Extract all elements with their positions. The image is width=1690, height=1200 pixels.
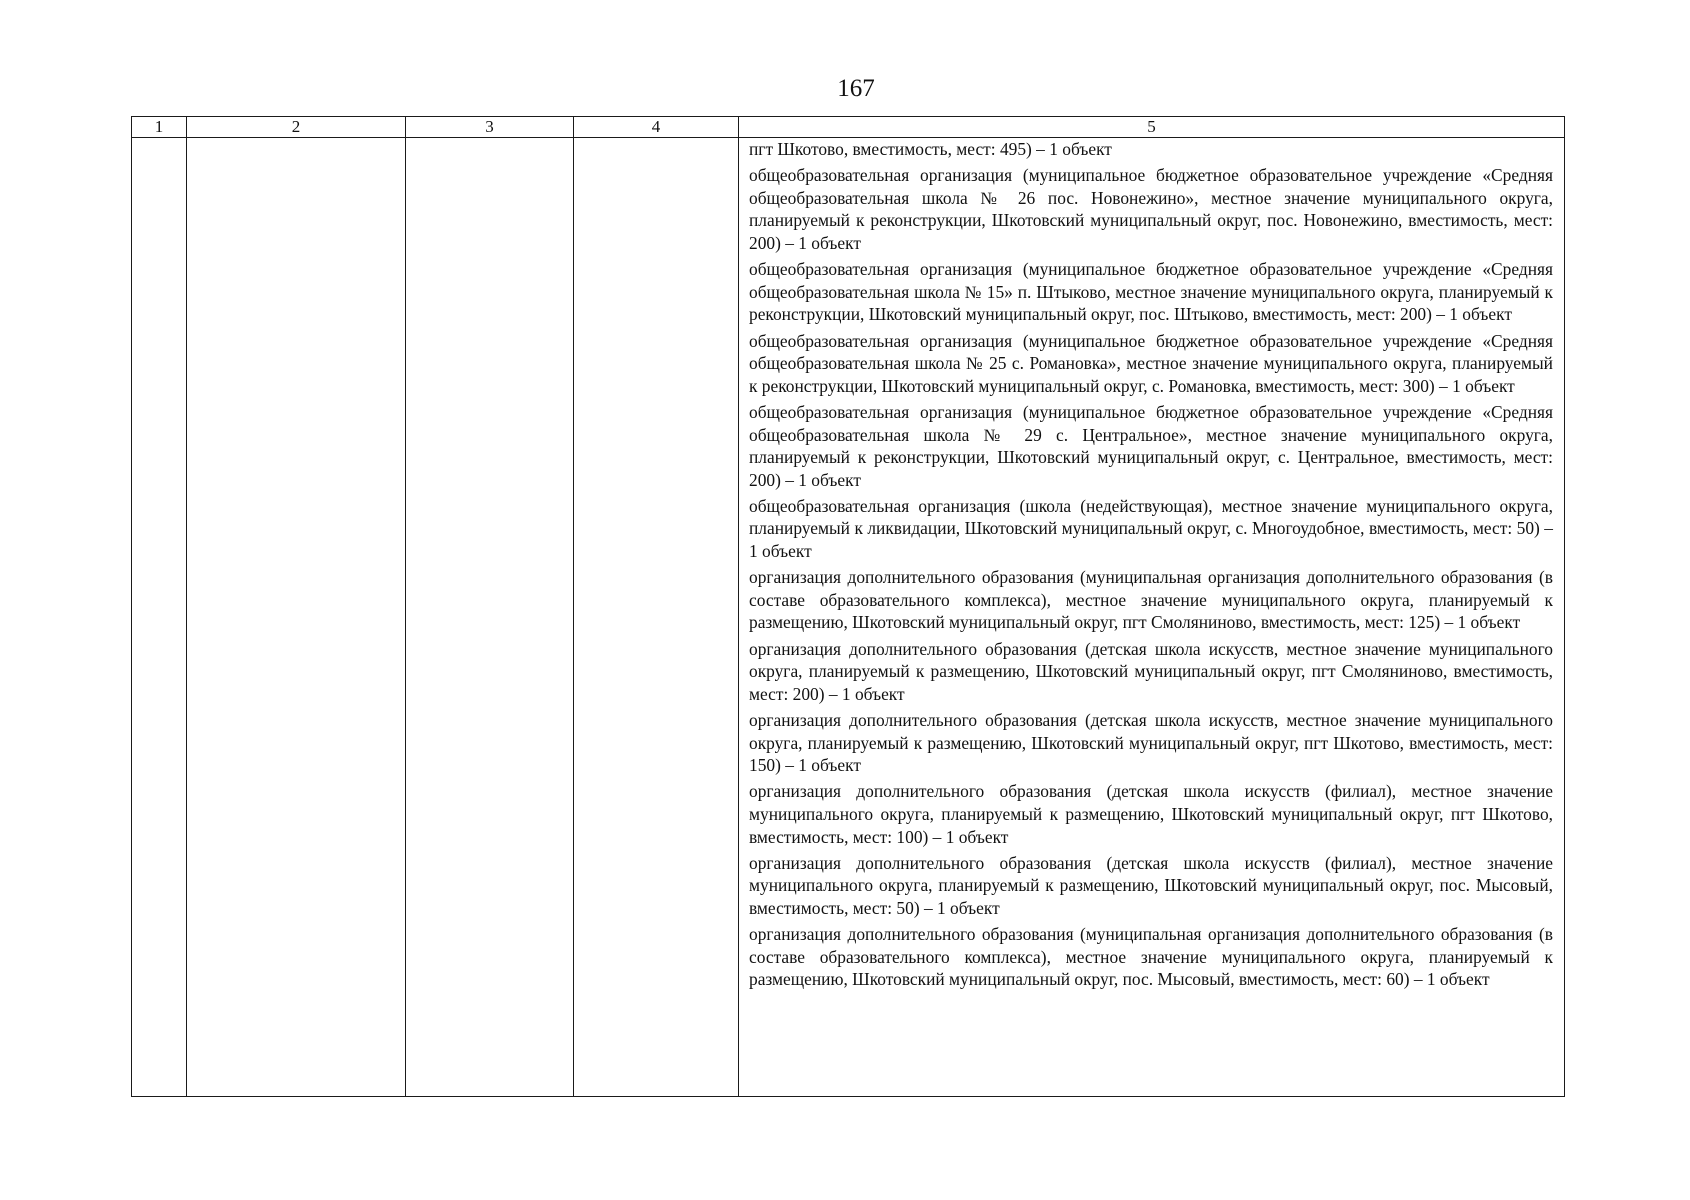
column-header-5: 5 xyxy=(739,117,1565,138)
column-2-cell xyxy=(187,138,406,1097)
document-table xyxy=(131,116,1565,1097)
entry-5: общеобразовательная организация (муниципальное бюджетное образовательное учреждение «Средняя общеобразовательная школа № 29 с. Центральное», местное значение муниципального округа, планируемый к реконструкции, Шкотовский муниципальный округ, с. Центральное, вместимость, мест: 200) – 1 объект xyxy=(749,401,1553,490)
entry-6: общеобразовательная организация (школа (недействующая), местное значение муниципального округа, планируемый к ликвидации, Шкотовский муниципальный округ, с. Многоудобное, вместимость, мест: 50) – 1 объект xyxy=(749,495,1553,562)
entry-1: пгт Шкотово, вместимость, мест: 495) – 1 объект xyxy=(749,139,1112,159)
entry-12: организация дополнительного образования (муниципальная организация дополнительного образования (в составе образовательного комплекса), местное значение муниципального округа, планируемый к размещению, Шкотовский муниципальный округ, пос. Мысовый, вместимость, мест: 60) – 1 объект xyxy=(749,924,1553,990)
entry-7: организация дополнительного образования (муниципальная организация дополнительного образования (в составе образовательного комплекса), местное значение муниципального округа, планируемый к размещению, Шкотовский муниципальный округ, пгт Смоляниново, вместимость, мест: 125) – 1 объект xyxy=(749,567,1553,633)
entry-2: общеобразовательная организация (муниципальное бюджетное образовательное учреждение «Средняя общеобразовательная школа № 26 пос. Новонежино», местное значение муниципального округа, планируемый к реконструкции, Шкотовский муниципальный округ, пос. Новонежино, вместимость, мест: 200) – 1 объект xyxy=(749,165,1553,253)
column-header-1: 1 xyxy=(132,117,187,138)
entry-9: организация дополнительного образования (детская школа искусств, местное значение муниципального округа, планируемый к размещению, Шкотовский муниципальный округ, пгт Шкотово, вместимость, мест: 150) – 1 объект xyxy=(749,710,1553,776)
table-header-row xyxy=(132,117,1565,138)
entry-10: организация дополнительного образования (детская школа искусств (филиал), местное значение муниципального округа, планируемый к размещению, Шкотовский муниципальный округ, пгт Шкотово, вместимость, мест: 100) – 1 объект xyxy=(749,781,1553,847)
column-3-cell xyxy=(406,138,574,1097)
entry-3: общеобразовательная организация (муниципальное бюджетное образовательное учреждение «Средняя общеобразовательная школа № 15» п. Штыково, местное значение муниципального округа, планируемый к реконструкции, Шкотовский муниципальный округ, пос. Штыково, вместимость, мест: 200) – 1 объект xyxy=(749,259,1553,325)
column-header-2: 2 xyxy=(187,117,406,138)
table-row xyxy=(132,138,1565,1097)
column-1-cell xyxy=(132,138,187,1097)
column-header-3: 3 xyxy=(406,117,574,138)
entry-8: организация дополнительного образования (детская школа искусств, местное значение муниципального округа, планируемый к размещению, Шкотовский муниципальный округ, пгт Смоляниново, вместимость, мест: 200) – 1 объект xyxy=(749,638,1553,704)
entry-4: общеобразовательная организация (муниципальное бюджетное образовательное учреждение «Средняя общеобразовательная школа № 25 с. Романовка», местное значение муниципального округа, планируемый к реконструкции, Шкотовский муниципальный округ, с. Романовка, вместимость, мест: 300) – 1 объект xyxy=(749,330,1553,396)
column-5-cell xyxy=(739,138,1565,1097)
column-4-cell xyxy=(574,138,739,1097)
column-header-4: 4 xyxy=(574,117,739,138)
page-number: 167 xyxy=(837,75,875,102)
entry-11: организация дополнительного образования (детская школа искусств (филиал), местное значение муниципального округа, планируемый к размещению, Шкотовский муниципальный округ, пос. Мысовый, вместимость, мест: 50) – 1 объект xyxy=(749,852,1553,918)
